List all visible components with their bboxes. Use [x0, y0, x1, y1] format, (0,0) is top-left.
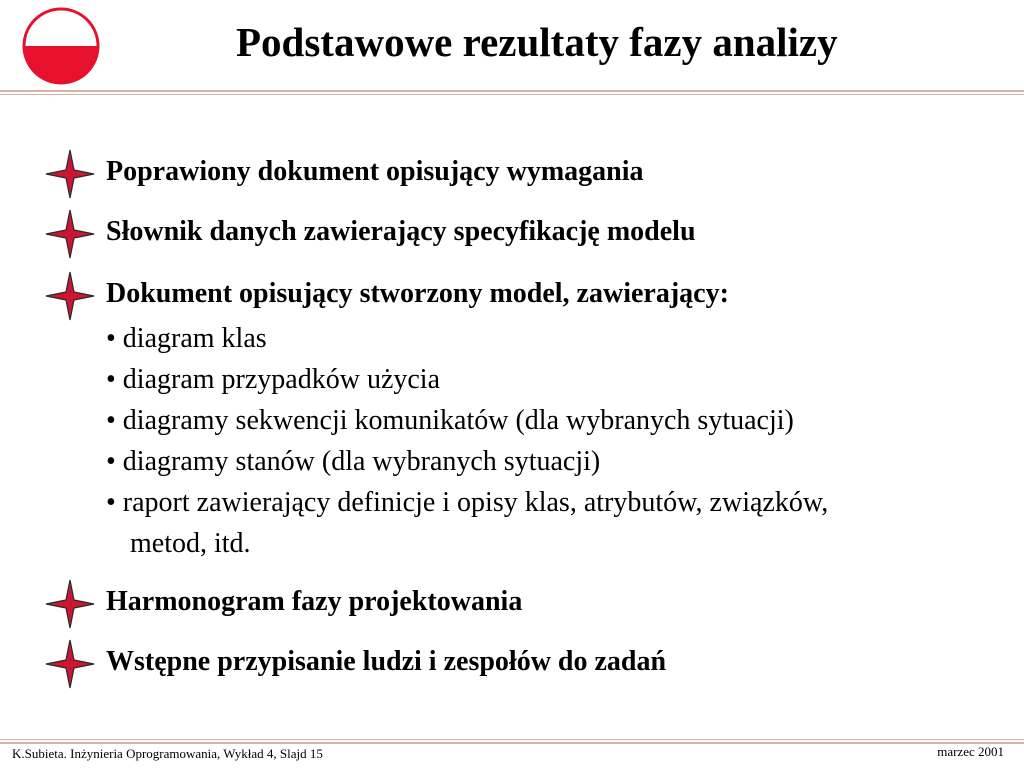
bullet-item-label: Słownik danych zawierający specyfikację modelu	[106, 216, 696, 247]
bullet-item-3	[0, 270, 1024, 320]
bullet-item-label: Harmonogram fazy projektowania	[106, 586, 523, 617]
sub-item: • diagram przypadków użycia	[106, 364, 441, 395]
sub-item: • diagramy sekwencji komunikatów (dla wybranych sytuacji)	[106, 405, 794, 436]
bullet-item-2	[0, 208, 1024, 258]
sub-item: • diagram klas	[106, 323, 267, 354]
bullet-item-label: Poprawiony dokument opisujący wymagania	[106, 156, 644, 187]
bullet-item-1	[0, 148, 1024, 198]
header-divider	[0, 90, 1024, 92]
four-point-star-icon	[44, 208, 96, 260]
slide-title: Podstawowe rezultaty fazy analizy	[236, 19, 838, 65]
footer-author-course: K.Subieta. Inżynieria Oprogramowania, Wykład 4, Slajd 15	[12, 746, 323, 761]
four-point-star-icon	[44, 638, 96, 690]
four-point-star-icon	[44, 148, 96, 200]
four-point-star-icon	[44, 270, 96, 322]
bullet-item-label: Wstępne przypisanie ludzi i zespołów do zadań	[106, 646, 667, 677]
sub-item-list	[106, 318, 1006, 564]
bullet-item-5	[0, 638, 1024, 688]
poland-flag-circle-icon	[22, 7, 100, 85]
bullet-item-4	[0, 578, 1024, 628]
bullet-item-label: Dokument opisujący stworzony model, zawierający:	[106, 278, 729, 309]
footer-divider-thin	[0, 739, 1024, 740]
footer-date: marzec 2001	[937, 744, 1004, 759]
footer-divider	[0, 742, 1024, 744]
four-point-star-icon	[44, 578, 96, 630]
sub-item: • diagramy stanów (dla wybranych sytuacji)	[106, 446, 601, 477]
sub-item-continuation: metod, itd.	[130, 528, 251, 559]
header-divider-thin	[0, 94, 1024, 95]
sub-item: • raport zawierający definicje i opisy klas, atrybutów, związków,	[106, 487, 829, 518]
